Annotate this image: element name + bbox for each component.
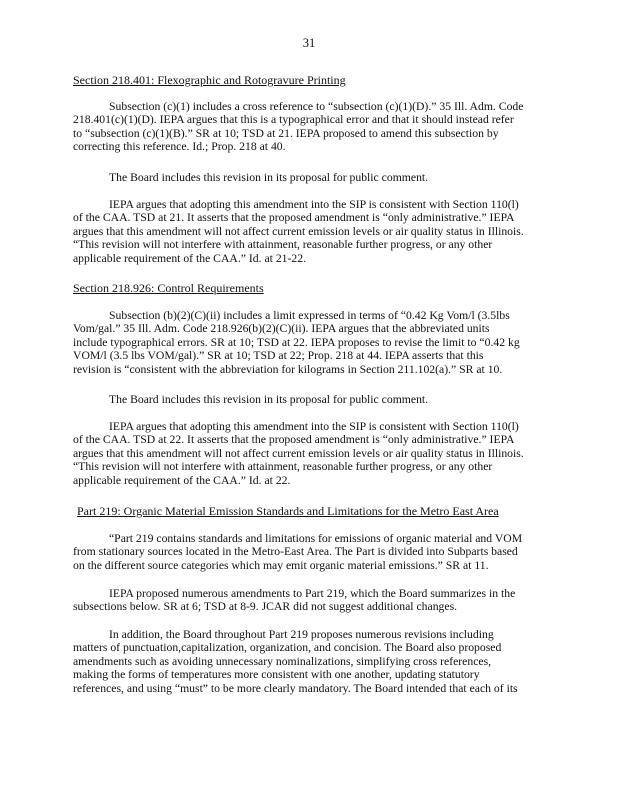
- section-heading-218-926: Section 218.926: Control Requirements: [73, 281, 264, 295]
- paragraph: The Board includes this revision in its proposal for public comment.: [109, 171, 429, 184]
- section-heading-218-401: Section 218.401: Flexographic and Rotogravure Printing: [73, 73, 346, 87]
- paragraph: IEPA argues that adopting this amendment into the SIP is consistent with Section 110(l) of the CAA. TSD at 22. It asserts that the proposed amendment is “only administrative.” IEPA argues that this amendment will not affect current emission levels or air quality status in Illinois. “This revision will not interfere with attainment, reasonable further progress, or any other applicable requirement of the CAA.” Id. at 22.: [73, 420, 524, 487]
- paragraph: IEPA argues that adopting this amendment into the SIP is consistent with Section 110(l) of the CAA. TSD at 21. It asserts that the proposed amendment is “only administrative.” IEPA argues that this amendment will not affect current emission levels or air quality status in Illinois. “This revision will not interfere with attainment, reasonable further progress, or any other applicable requirement of the CAA.” Id. at 21-22.: [73, 198, 524, 265]
- paragraph: Subsection (b)(2)(C)(ii) includes a limit expressed in terms of “0.42 Kg Vom/l (3.5lbs Vom/gal.” 35 Ill. Adm. Code 218.926(b)(2)(C)(ii). IEPA argues that the abbreviated units include typographical errors. SR at 10; TSD at 22. IEPA proposes to revise the limit to “0.42 kg VOM/l (3.5 lbs VOM/gal).” SR at 10; TSD at 22; Prop. 218 at 44. IEPA asserts that this revision is “consistent with the abbreviation for kilograms in Section 211.102(a).” SR at 10.: [73, 309, 520, 376]
- page-number: 31: [302, 36, 316, 50]
- paragraph: The Board includes this revision in its proposal for public comment.: [109, 393, 429, 406]
- paragraph: In addition, the Board throughout Part 219 proposes numerous revisions including matters of punctuation,capitalization, organization, and concision. The Board also proposed amendments such as avoiding unnecessary nominalizations, simplifying cross references, making the forms of temperatures more consistent with one another, updating statutory references, and using “must” to be more clearly mandatory. The Board intended that each of its: [73, 628, 518, 695]
- part-heading-219: Part 219: Organic Material Emission Standards and Limitations for the Metro East Area: [77, 504, 499, 518]
- paragraph: Subsection (c)(1) includes a cross reference to “subsection (c)(1)(D).” 35 Ill. Adm. Code 218.401(c)(1)(D). IEPA argues that this is a typographical error and that it should instead refer to “subsection (c)(1)(B).” SR at 10; TSD at 21. IEPA proposed to amend this subsection by correcting this reference. Id.; Prop. 218 at 40.: [73, 100, 524, 154]
- paragraph: IEPA proposed numerous amendments to Part 219, which the Board summarizes in the subsections below. SR at 6; TSD at 8-9. JCAR did not suggest additional changes.: [73, 587, 516, 614]
- paragraph: “Part 219 contains standards and limitations for emissions of organic material and VOM from stationary sources located in the Metro-East Area. The Part is divided into Subparts based on the different source categories which may emit organic material emissions.” SR at 11.: [73, 532, 523, 572]
